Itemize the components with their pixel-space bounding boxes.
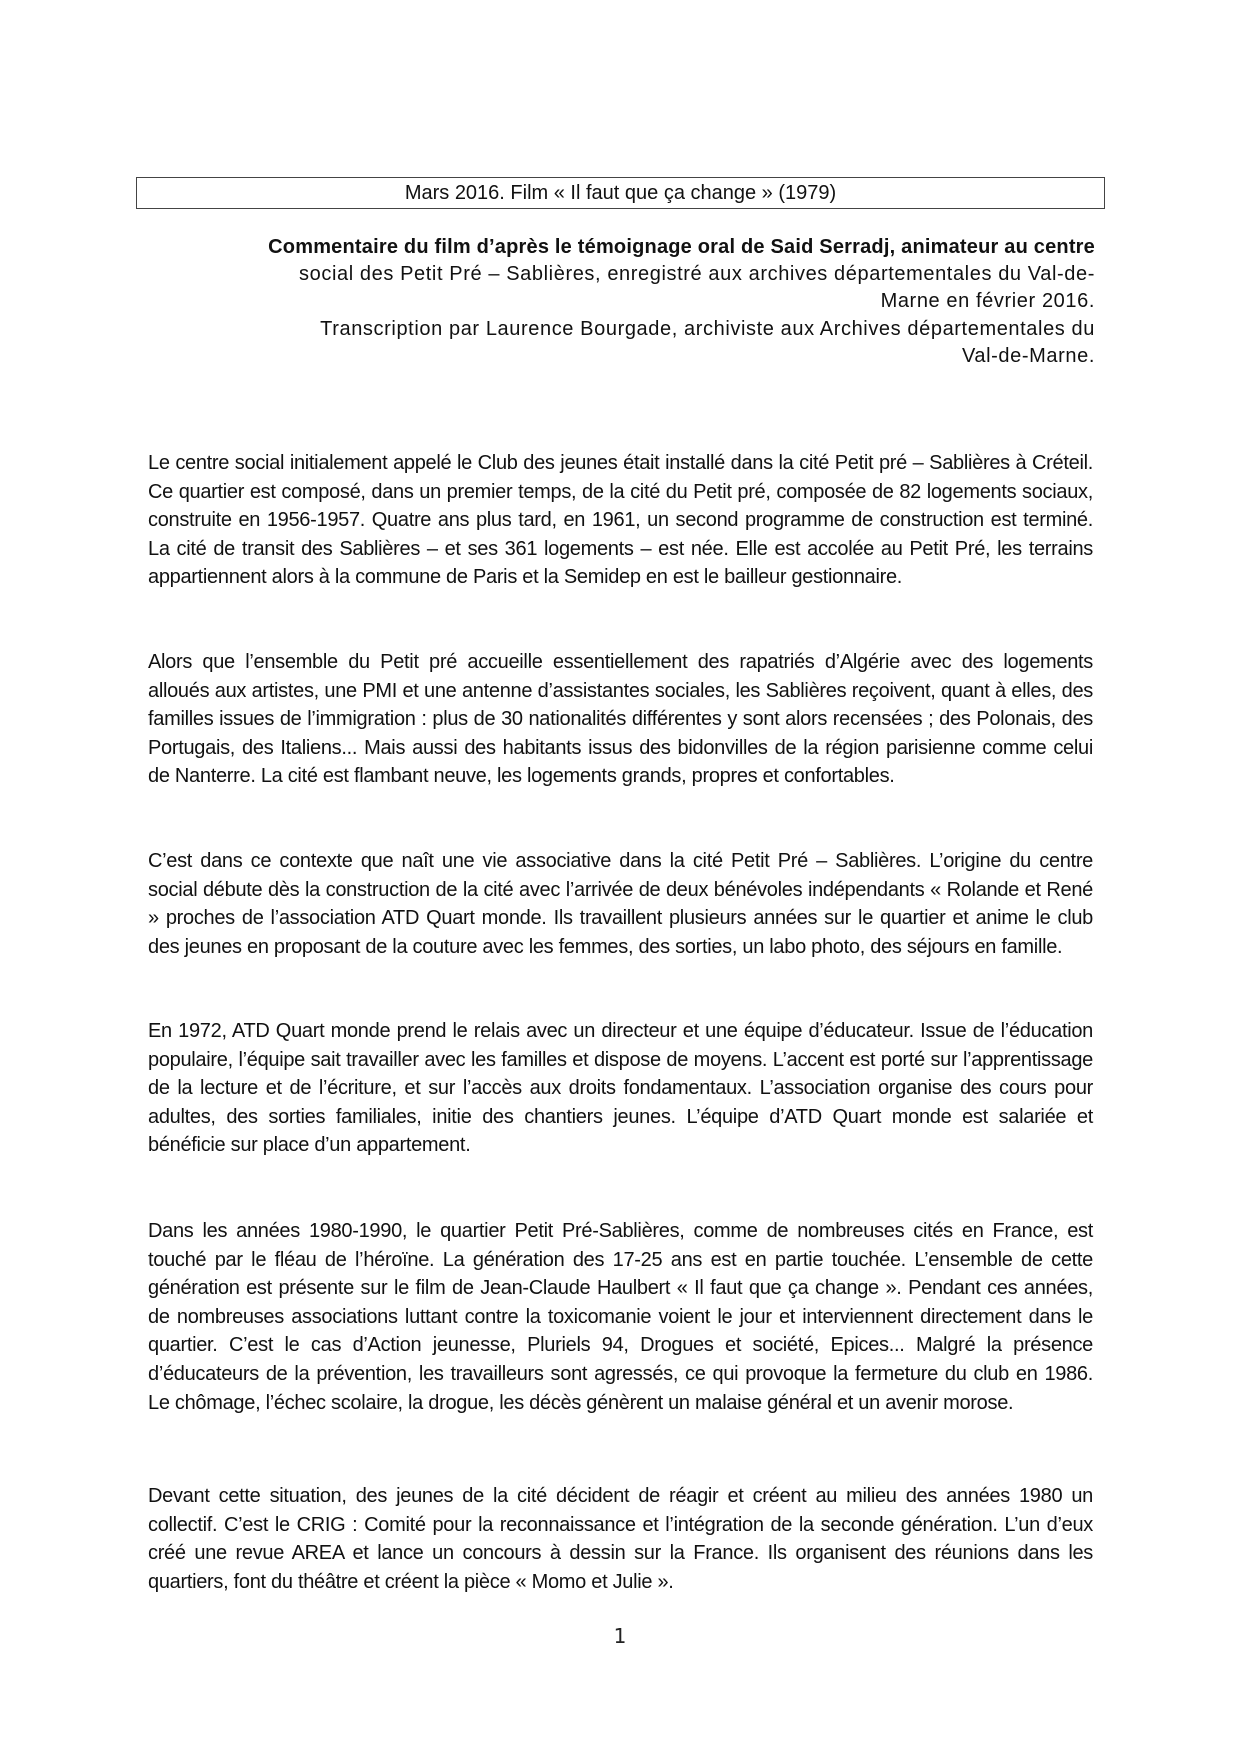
body-paragraph: Dans les années 1980-1990, le quartier Petit Pré-Sablières, comme de nombreuses cités en France, est touché par le fléau de l’héroïne. La génération des 17-25 ans est en partie touchée. L’ensemble de cette génération est présente sur le film de Jean-Claude Haulbert « Il faut que ça change ». Pendant ces années, de nombreuses associations luttant contre la toxicomanie voient le jour et interviennent directement dans le quartier. C’est le cas d’Action jeunesse, Pluriels 94, Drogues et société, Epices... Malgré la présence d’éducateurs de la prévention, les travailleurs sont agressés, ce qui provoque la fermeture du club en 1986. Le chômage, l’échec scolaire, la drogue, les décès génèrent un malaise général et un avenir morose. (148, 1220, 1093, 1414)
intro-line: Marne en février 2016. (880, 290, 1095, 313)
document-title-box (136, 177, 1105, 209)
body-paragraph: Devant cette situation, des jeunes de la cité décident de réagir et créent au milieu des années 1980 un collectif. C’est le CRIG : Comité pour la reconnaissance et l’intégration de la seconde génération. L’un d’eux créé une revue AREA et lance un concours à dessin sur la France. Ils organisent des réunions dans les quartiers, font du théâtre et créent la pièce « Momo et Julie ». (148, 1485, 1093, 1593)
intro-block (150, 234, 1095, 370)
body-paragraph: C’est dans ce contexte que naît une vie associative dans la cité Petit Pré – Sablières. L’origine du centre social débute dès la construction de la cité avec l’arrivée de deux bénévoles indépendants « Rolande et René » proches de l’association ATD Quart monde. Ils travaillent plusieurs années sur le quartier et anime le club des jeunes en proposant de la couture avec les femmes, des sorties, un labo photo, des séjours en famille. (148, 850, 1093, 958)
intro-heading: Commentaire du film d’après le témoignage oral de Said Serradj, animateur au centre (268, 236, 1095, 258)
intro-line: social des Petit Pré – Sablières, enregistré aux archives départementales du Val-de- (299, 263, 1095, 286)
intro-line: Val-de-Marne. (961, 344, 1095, 367)
intro-line: Transcription par Laurence Bourgade, archiviste aux Archives départementales du (320, 317, 1095, 340)
document-title: Mars 2016. Film « Il faut que ça change » (1979) (404, 182, 837, 204)
page-number: 1 (613, 1624, 627, 1648)
body-paragraph: En 1972, ATD Quart monde prend le relais avec un directeur et une équipe d’éducateur. Issue de l’éducation populaire, l’équipe sait travailler avec les familles et dispose de moyens. L’accent est porté sur l’apprentissage de la lecture et de l’écriture, et sur l’accès aux droits fondamentaux. L’association organise des cours pour adultes, des sorties familiales, initie des chantiers jeunes. L’équipe d’ATD Quart monde est salariée et bénéficie sur place d’un appartement. (148, 1020, 1093, 1157)
body-paragraph: Le centre social initialement appelé le Club des jeunes était installé dans la cité Petit pré – Sablières à Créteil. Ce quartier est composé, dans un premier temps, de la cité du Petit pré, composée de 82 logements sociaux, construite en 1956-1957. Quatre ans plus tard, en 1961, un second programme de construction est terminé. La cité de transit des Sablières – et ses 361 logements – est née. Elle est accolée au Petit Pré, les terrains appartiennent alors à la commune de Paris et la Semidep en est le bailleur gestionnaire. (148, 452, 1093, 589)
body-paragraph: Alors que l’ensemble du Petit pré accueille essentiellement des rapatriés d’Algérie avec des logements alloués aux artistes, une PMI et une antenne d’assistantes sociales, les Sablières reçoivent, quant à elles, des familles issues de l’immigration : plus de 30 nationalités différentes y sont alors recensées ; des Polonais, des Portugais, des Italiens... Mais aussi des habitants issus des bidonvilles de la région parisienne comme celui de Nanterre. La cité est flambant neuve, les logements grands, propres et confortables. (148, 651, 1093, 788)
